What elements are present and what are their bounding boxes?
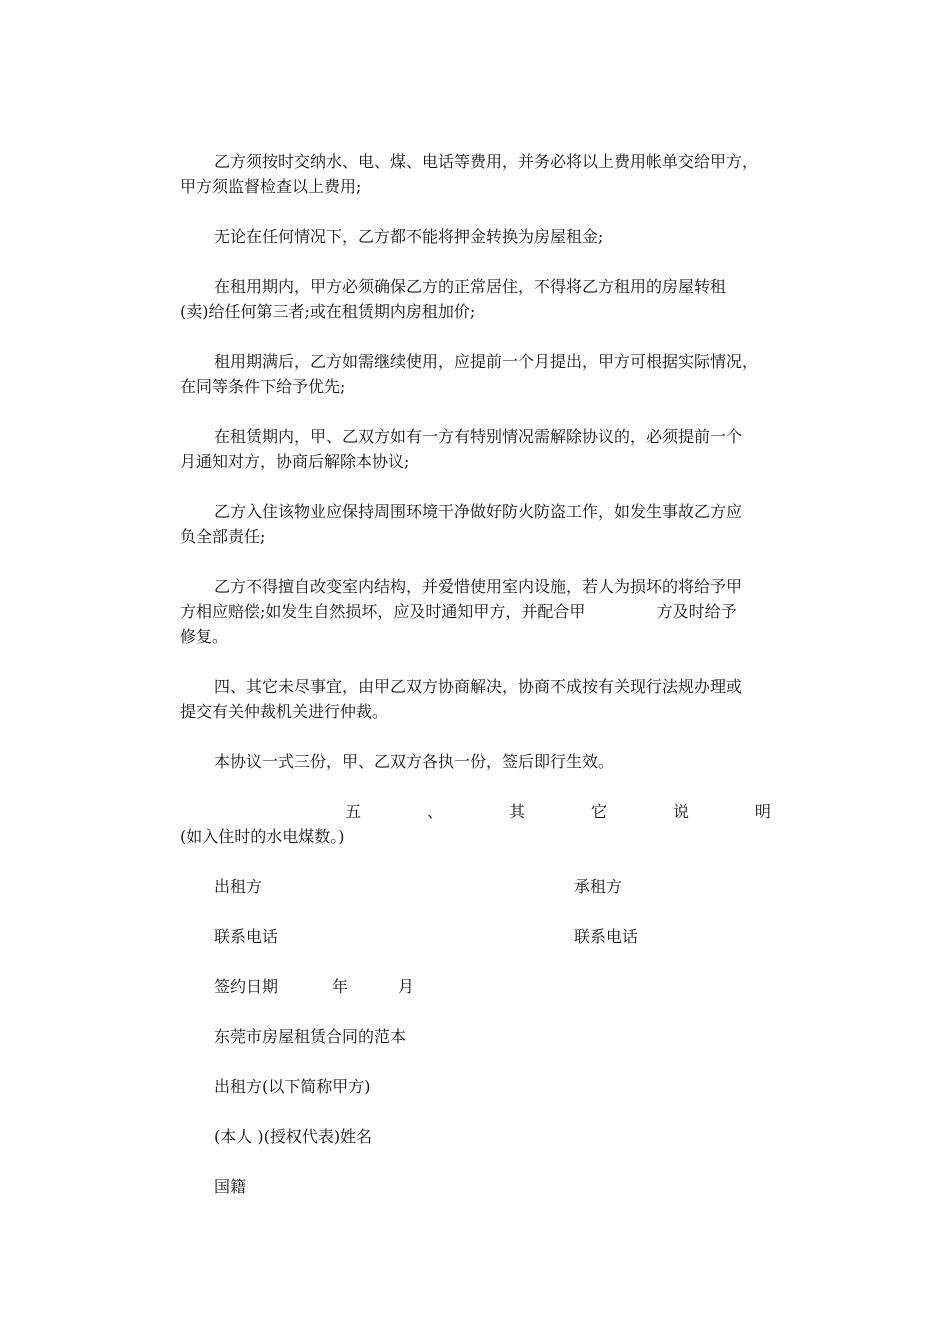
text-line: 甲方须监督检查以上费用; (180, 177, 362, 196)
text-line: 四、其它未尽事宜，由甲乙双方协商解决，协商不成按有关现行法规办理或 (214, 677, 743, 696)
year-label: 年 (332, 977, 349, 996)
heading-char: 、 (426, 802, 443, 821)
heading-char: 五 (345, 802, 362, 821)
section-five-heading (345, 799, 771, 824)
sign-date-label: 签约日期 (214, 977, 279, 996)
clause-renewal (180, 349, 780, 399)
heading-char: 其 (508, 802, 525, 821)
text-line: 月通知对方，协商后解除本协议; (180, 452, 410, 471)
text-line: 负全部责任; (180, 527, 266, 546)
text-line: 乙方须按时交纳水、电、煤、电话等费用，并务必将以上费用帐单交给甲方， (214, 152, 759, 171)
heading-char: 它 (590, 802, 607, 821)
clause-deposit (180, 224, 780, 249)
clause-safety (180, 499, 780, 549)
clause-four-other-matters (180, 674, 780, 724)
contract-title: 东莞市房屋租赁合同的范本 (214, 1027, 407, 1046)
lessor-phone-label: 联系电话 (214, 927, 279, 946)
party-a-label: 出租方(以下简称甲方) (214, 1077, 371, 1096)
text-line: (卖)给任何第三者;或在租赁期内房租加价; (180, 302, 476, 321)
text-line: 本协议一式三份，甲、乙双方各执一份，签后即行生效。 (214, 752, 615, 771)
nationality-label: 国籍 (214, 1177, 247, 1196)
text-line: 在租用期内，甲方必须确保乙方的正常居住，不得将乙方租用的房屋转租 (214, 277, 727, 296)
heading-char: 明 (754, 802, 771, 821)
text-line: 在同等条件下给予优先; (180, 377, 346, 396)
clause-no-sublet (180, 274, 780, 324)
text-line: 乙方不得擅自改变室内结构，并爱惜使用室内设施，若人为损坏的将给予甲 (214, 577, 743, 596)
lessor-label: 出租方 (214, 877, 263, 896)
text-line: 修复。 (180, 627, 229, 646)
clause-utilities (180, 149, 780, 199)
heading-char: 说 (672, 802, 689, 821)
lessee-label: 承租方 (574, 877, 623, 896)
clause-termination (180, 424, 780, 474)
text-line: 方相应赔偿;如发生自然损坏，应及时通知甲方，并配合甲 方及时给予 (180, 602, 737, 621)
text-line: 在租赁期内，甲、乙双方如有一方有特别情况需解除协议的，必须提前一个 (214, 427, 743, 446)
section-five-note: (如入住时的水电煤数。) (180, 827, 345, 846)
text-line: 租用期满后，乙方如需继续使用，应提前一个月提出，甲方可根据实际情况， (214, 352, 759, 371)
month-label: 月 (398, 977, 415, 996)
clause-structure (180, 574, 780, 649)
clause-copies (180, 749, 780, 774)
text-line: 无论在任何情况下，乙方都不能将押金转换为房屋租金; (214, 227, 604, 246)
representative-name-label: (本人 )(授权代表)姓名 (214, 1127, 373, 1146)
text-line: 提交有关仲裁机关进行仲裁。 (180, 702, 389, 721)
lessee-phone-label: 联系电话 (574, 927, 639, 946)
text-line: 乙方入住该物业应保持周围环境干净做好防火防盗工作，如发生事故乙方应 (214, 502, 743, 521)
